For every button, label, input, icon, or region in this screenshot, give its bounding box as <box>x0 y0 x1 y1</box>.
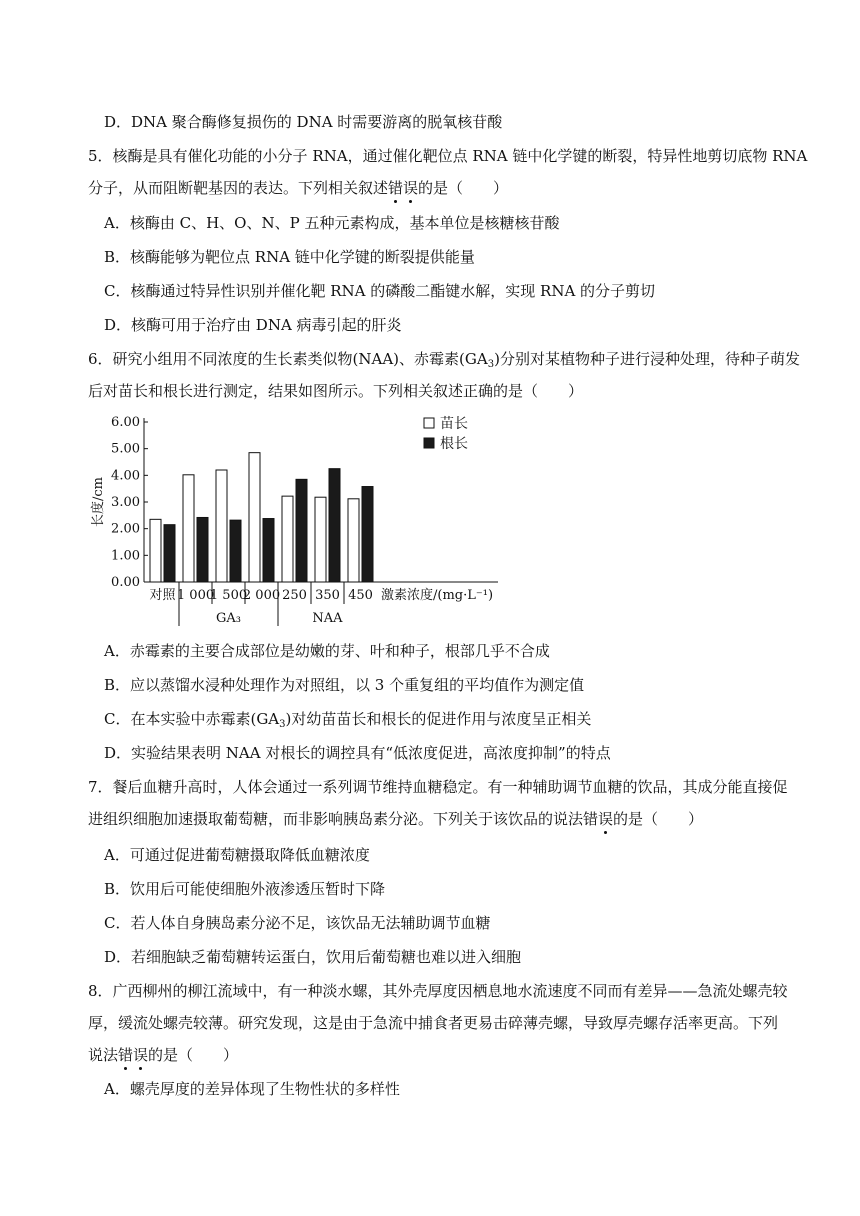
q8-stem-tail: 的是（ ） <box>148 1046 239 1064</box>
q6-stem-line1 <box>88 349 800 369</box>
bar-root-length <box>329 469 340 582</box>
bar-shoot-length <box>282 496 293 582</box>
q8-option-a: A．螺壳厚度的差异体现了生物性状的多样性 <box>104 1080 400 1098</box>
q6-stem-line2: 后对苗长和根长进行测定，结果如图所示。下列相关叙述正确的是（ ） <box>88 382 584 400</box>
bar-root-length <box>197 517 208 582</box>
q8-stem-line3 <box>88 1045 238 1065</box>
emphasis-char: 误 <box>133 1046 149 1064</box>
x-tick-label: 1 500 <box>209 588 248 603</box>
subscript: 3 <box>487 359 495 370</box>
bar-root-length <box>362 487 373 582</box>
y-tick-label: 2.00 <box>111 521 140 537</box>
x-tick-label: 450 <box>348 588 373 603</box>
y-tick-label: 1.00 <box>111 548 140 564</box>
bar-root-length <box>263 519 274 582</box>
group-label-ga3: GA₃ <box>216 611 241 626</box>
q8-stem-line1: 8．广西柳州的柳江流域中，有一种淡水螺，其外壳厚度因栖息地水流速度不同而有差异——急流处螺壳较 <box>88 982 788 1000</box>
x-tick-label: 1 000 <box>176 588 215 603</box>
subscript: 3 <box>279 719 286 730</box>
q5-stem-text: 分子，从而阻断靶基因的表达。下列相关叙述 <box>88 179 389 197</box>
q6-option-c <box>104 709 591 729</box>
bar-shoot-length <box>216 470 227 582</box>
q5-option-c: C．核酶通过特异性识别并催化靶 RNA 的磷酸二酯键水解，实现 RNA 的分子剪切 <box>104 282 656 300</box>
q4-option-d: D．DNA 聚合酶修复损伤的 DNA 时需要游离的脱氧核苷酸 <box>104 113 503 131</box>
bar-shoot-length <box>183 475 194 582</box>
q6-option-d: D．实验结果表明 NAA 对根长的调控具有“低浓度促进，高浓度抑制”的特点 <box>104 744 611 762</box>
legend <box>424 415 468 452</box>
x-axis-labels <box>149 582 493 626</box>
y-tick-label: 5.00 <box>111 441 140 457</box>
y-tick-label: 4.00 <box>111 468 140 484</box>
bar-root-length <box>230 520 241 582</box>
q6-option-c-text: C．在本实验中赤霉素(GA <box>104 710 280 728</box>
bar-shoot-length <box>249 453 260 582</box>
q5-option-b: B．核酶能够为靶位点 RNA 链中化学键的断裂提供能量 <box>104 248 475 266</box>
x-tick-label: 2 000 <box>242 588 281 603</box>
q7-stem-tail: 的是（ ） <box>613 810 704 828</box>
y-tick-label: 0.00 <box>111 575 140 590</box>
bar-root-length <box>296 479 307 582</box>
q7-option-c: C．若人体自身胰岛素分泌不足，该饮品无法辅助调节血糖 <box>104 914 491 932</box>
x-tick-label: 350 <box>315 588 340 603</box>
q7-option-d: D．若细胞缺乏葡萄糖转运蛋白，饮用后葡萄糖也难以进入细胞 <box>104 948 522 966</box>
y-tick-label: 6.00 <box>111 415 140 430</box>
q7-stem-text: 进组织细胞加速摄取葡萄糖，而非影响胰岛素分泌。下列关于该饮品的说法错 <box>88 810 599 828</box>
q7-stem-line1: 7．餐后血糖升高时，人体会通过一系列调节维持血糖稳定。有一种辅助调节血糖的饮品，其成分能直接促 <box>88 778 788 796</box>
emphasis-char: 错 <box>118 1046 134 1064</box>
bar-root-length <box>164 525 175 582</box>
x-axis-title: 激素浓度/(mg·L⁻¹) <box>381 588 494 603</box>
legend-label: 苗长 <box>440 416 468 432</box>
emphasis-char: 误 <box>598 810 614 828</box>
legend-swatch <box>424 438 434 448</box>
legend-label: 根长 <box>440 436 468 452</box>
group-label-naa: NAA <box>312 611 343 626</box>
bar-shoot-length <box>150 519 161 582</box>
q8-stem-line2: 厚，缓流处螺壳较薄。研究发现，这是由于急流中捕食者更易击碎薄壳螺，导致厚壳螺存活率更高。下列 <box>88 1014 779 1032</box>
q6-option-c-tail: )对幼苗苗长和根长的促进作用与浓度呈正相关 <box>285 710 592 728</box>
q5-option-d: D．核酶可用于治疗由 DNA 病毒引起的肝炎 <box>104 316 402 334</box>
q7-stem-line2 <box>88 809 703 829</box>
bars <box>150 453 373 582</box>
y-tick-label: 3.00 <box>111 495 140 510</box>
q8-stem-text: 说法 <box>88 1046 119 1064</box>
q6-option-a: A．赤霉素的主要合成部位是幼嫩的芽、叶和种子，根部几乎不合成 <box>104 642 550 660</box>
legend-swatch <box>424 418 434 428</box>
q7-option-a: A．可通过促进葡萄糖摄取降低血糖浓度 <box>104 846 370 864</box>
q7-option-b: B．饮用后可能使细胞外液渗透压暂时下降 <box>104 880 386 898</box>
q5-stem-tail: 的是（ ） <box>418 179 509 197</box>
q6-stem-tail: )分别对某植物种子进行浸种处理，待种子萌发 <box>494 350 800 368</box>
q5-option-a: A．核酶由 C、H、O、N、P 五种元素构成，基本单位是核糖核苷酸 <box>104 214 560 232</box>
y-axis-title: 长度/cm <box>91 477 106 527</box>
bar-shoot-length <box>348 499 359 582</box>
bar-chart <box>88 406 508 628</box>
x-tick-label: 250 <box>282 588 307 603</box>
q6-stem-text: 6．研究小组用不同浓度的生长素类似物(NAA)、赤霉素(GA <box>88 350 488 368</box>
q6-option-b: B．应以蒸馏水浸种处理作为对照组，以 3 个重复组的平均值作为测定值 <box>104 676 585 694</box>
q5-stem-line2 <box>88 178 508 198</box>
emphasis-char: 误 <box>403 179 419 197</box>
bar-shoot-length <box>315 497 326 582</box>
emphasis-char: 错 <box>388 179 404 197</box>
q5-stem-line1: 5．核酶是具有催化功能的小分子 RNA，通过催化靶位点 RNA 链中化学键的断裂，特异性地剪切底物 RNA <box>88 147 808 165</box>
x-tick-label: 对照 <box>149 588 176 603</box>
